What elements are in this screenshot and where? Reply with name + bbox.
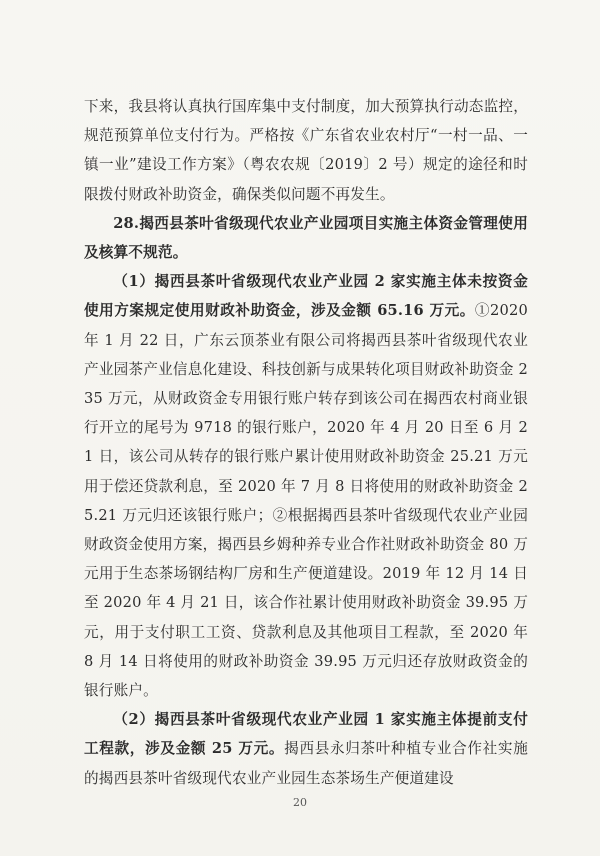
page-number: 20 (293, 796, 307, 809)
item-lead: （2）揭西县茶叶省级现代农业产业园 1 家实施主体提前支付工程款，涉及金额 25 万元。 (84, 711, 528, 758)
document-body (84, 92, 528, 793)
paragraph-continuation (84, 92, 528, 209)
item-lead: （1）揭西县茶叶省级现代农业产业园 2 家实施主体未按资金使用方案规定使用财政补助资金，涉及金额 65.16 万元。 (84, 273, 528, 320)
item-text: ①2020 年 1 月 22 日，广东云顶茶业有限公司将揭西县茶叶省级现代农业产业园茶产业信息化建设、科技创新与成果转化项目财政补助资金 235 万元，从财政资金专用银行账户转存到该公司在揭西农村商业银行开立的尾号为 9718 的银行账户，2020 年 4 月 20 日至 6 月 21 日，该公司从转存的银行账户累计使用财政补助资金 25.21 万元用于偿还贷款利息，至 2020 年 7 月 8 日将使用的财政补助资金 25.21 万元归还该银行账户；②根据揭西县茶叶省级现代农业产业园财政资金使用方案，揭西县乡姆种养专业合作社财政补助资金 80 万元用于生态茶场钢结构厂房和生产便道建设。2019 年 12 月 14 日至 2020 年 4 月 21 日，该合作社累计使用财政补助资金 39.95 万元，用于支付职工工资、贷款利息及其他项目工程款，至 2020 年 8 月 14 日将使用的财政补助资金 39.95 万元归还存放财政资金的银行账户。 (84, 302, 528, 700)
paragraph-text: 下来，我县将认真执行国库集中支付制度，加大预算执行动态监控，规范预算单位支付行为。严格按《广东省农业农村厅“一村一品、一镇一业”建设工作方案》（粤农农规〔2019〕2 号）规定的途径和时限拨付财政补助资金，确保类似问题不再发生。 (84, 98, 528, 203)
paragraph-item-1 (84, 267, 528, 705)
paragraph-item-2 (84, 705, 528, 793)
section-heading (84, 209, 528, 267)
heading-text: 28.揭西县茶叶省级现代农业产业园项目实施主体资金管理使用及核算不规范。 (84, 214, 528, 262)
item-text: 揭西县永归茶叶种植专业合作社实施的揭西县茶叶省级现代农业产业园生态茶场生产便道建设 (84, 740, 528, 787)
